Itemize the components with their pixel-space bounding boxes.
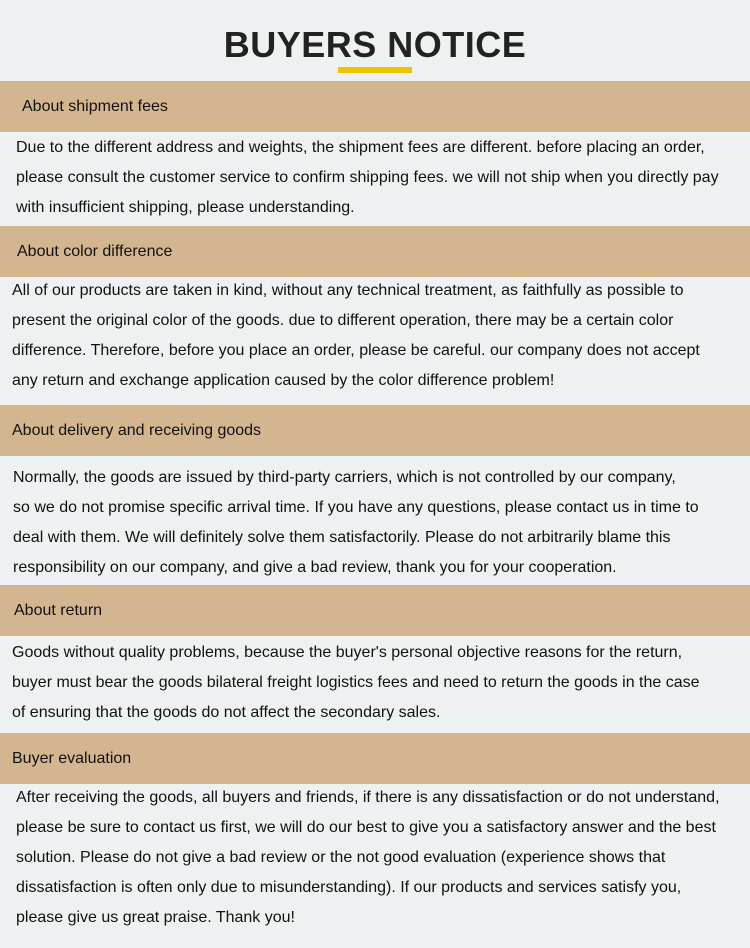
page-title: BUYERS NOTICE: [223, 24, 527, 65]
section-body-delivery: [13, 463, 699, 583]
body-line: please consult the customer service to confirm shipping fees. we will not ship when you directly pay: [16, 169, 719, 186]
body-line: All of our products are taken in kind, without any technical treatment, as faithfully as possible to: [12, 282, 684, 299]
body-line: dissatisfaction is often only due to misunderstanding). If our products and services satisfy you,: [16, 879, 682, 896]
section-heading: Buyer evaluation: [12, 750, 132, 767]
section-heading: About color difference: [17, 243, 173, 260]
body-line: Goods without quality problems, because the buyer's personal objective reasons for the return,: [12, 644, 683, 661]
section-header-return: [0, 585, 750, 636]
section-body-evaluation: [16, 783, 720, 933]
body-line: please be sure to contact us first, we will do our best to give you a satisfactory answer and the best: [16, 819, 716, 836]
body-line: difference. Therefore, before you place an order, please be careful. our company does not accept: [12, 342, 700, 359]
section-heading: About delivery and receiving goods: [12, 422, 262, 439]
body-line: of ensuring that the goods do not affect the secondary sales.: [12, 704, 441, 721]
section-body-return: [12, 638, 700, 728]
body-line: solution. Please do not give a bad review or the not good evaluation (experience shows that: [16, 849, 666, 866]
body-line: please give us great praise. Thank you!: [16, 909, 295, 926]
section-header-color-difference: [0, 226, 750, 277]
body-line: so we do not promise specific arrival time. If you have any questions, please contact us in time to: [13, 499, 699, 516]
section-heading: About return: [14, 602, 103, 619]
body-line: deal with them. We will definitely solve them satisfactorily. Please do not arbitrarily blame this: [13, 529, 671, 546]
body-line: Normally, the goods are issued by third-party carriers, which is not controlled by our company,: [13, 469, 676, 486]
body-line: Due to the different address and weights, the shipment fees are different. before placing an order,: [16, 139, 705, 156]
body-line: responsibility on our company, and give a bad review, thank you for your cooperation.: [13, 559, 617, 576]
body-line: present the original color of the goods. due to different operation, there may be a certain color: [12, 312, 674, 329]
body-line: After receiving the goods, all buyers and friends, if there is any dissatisfaction or do not understand,: [16, 789, 720, 806]
body-line: buyer must bear the goods bilateral freight logistics fees and need to return the goods in the case: [12, 674, 700, 691]
section-body-shipment-fees: [16, 133, 719, 223]
section-heading: About shipment fees: [22, 98, 168, 115]
section-header-evaluation: [0, 733, 750, 784]
body-line: any return and exchange application caused by the color difference problem!: [12, 372, 555, 389]
title-underline: [338, 67, 412, 73]
body-line: with insufficient shipping, please understanding.: [16, 199, 355, 216]
title-area: [0, 0, 750, 80]
section-body-color-difference: [12, 276, 700, 396]
section-header-shipment-fees: [0, 81, 750, 132]
section-header-delivery: [0, 405, 750, 456]
